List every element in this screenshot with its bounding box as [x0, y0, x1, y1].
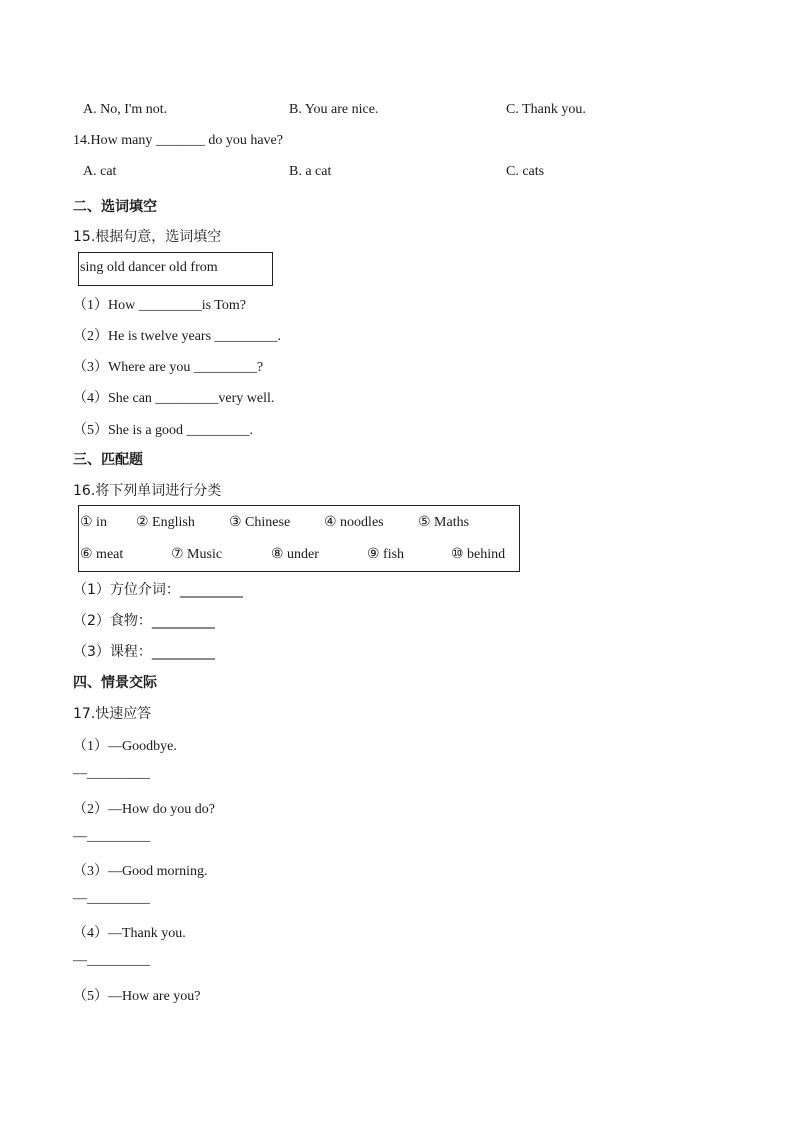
q15-title: 15.根据句意，选词填空 [73, 229, 222, 245]
q17-answer-1: —_________ [73, 766, 150, 781]
section3-title: 三、匹配题 [73, 452, 143, 468]
word-10: ⑩ behind [451, 547, 506, 562]
word-box-text: sing old dancer old from [80, 260, 218, 275]
q15-item-1: （1）How _________is Tom? [73, 298, 246, 313]
q14-option-c: C. cats [506, 164, 545, 179]
q16-item-2: （2）食物：_________ [73, 613, 215, 629]
q15-item-5: （5）She is a good _________. [73, 423, 254, 438]
q13-option-a: A. No, I'm not. [83, 102, 168, 117]
q17-title: 17.快速应答 [73, 706, 152, 722]
q14-option-b: B. a cat [289, 164, 332, 179]
q16-title: 16.将下列单词进行分类 [73, 483, 222, 499]
word-7: ⑦ Music [171, 547, 223, 562]
q14-option-a: A. cat [83, 164, 117, 179]
q17-prompt-3: （3）—Good morning. [73, 864, 208, 879]
q17-prompt-1: （1）—Goodbye. [73, 739, 177, 754]
word-4: ④ noodles [324, 515, 384, 530]
q17-prompt-4: （4）—Thank you. [73, 926, 186, 941]
q17-answer-2: —_________ [73, 829, 150, 844]
q15-item-4: （4）She can _________very well. [73, 391, 275, 406]
q16-item-3: （3）课程：_________ [73, 644, 215, 660]
q17-answer-3: —_________ [73, 891, 150, 906]
word-5: ⑤ Maths [418, 515, 470, 530]
q17-answer-4: —_________ [73, 953, 150, 968]
word-2: ② English [136, 515, 195, 530]
q13-option-b: B. You are nice. [289, 102, 379, 117]
q15-item-2: （2）He is twelve years _________. [73, 329, 282, 344]
q17-prompt-2: （2）—How do you do? [73, 802, 215, 817]
q17-prompt-5: （5）—How are you? [73, 989, 201, 1004]
section2-title: 二、选词填空 [73, 199, 157, 215]
q15-item-3: （3）Where are you _________? [73, 360, 264, 375]
word-3: ③ Chinese [229, 515, 291, 530]
word-6: ⑥ meat [80, 547, 124, 562]
word-9: ⑨ fish [367, 547, 405, 562]
q13-option-c: C. Thank you. [506, 102, 586, 117]
q16-item-1: （1）方位介词：_________ [73, 582, 243, 598]
word-8: ⑧ under [271, 547, 319, 562]
word-1: ① in [80, 515, 107, 530]
section4-title: 四、情景交际 [73, 675, 157, 691]
q14-stem: 14.How many _______ do you have? [73, 133, 283, 148]
